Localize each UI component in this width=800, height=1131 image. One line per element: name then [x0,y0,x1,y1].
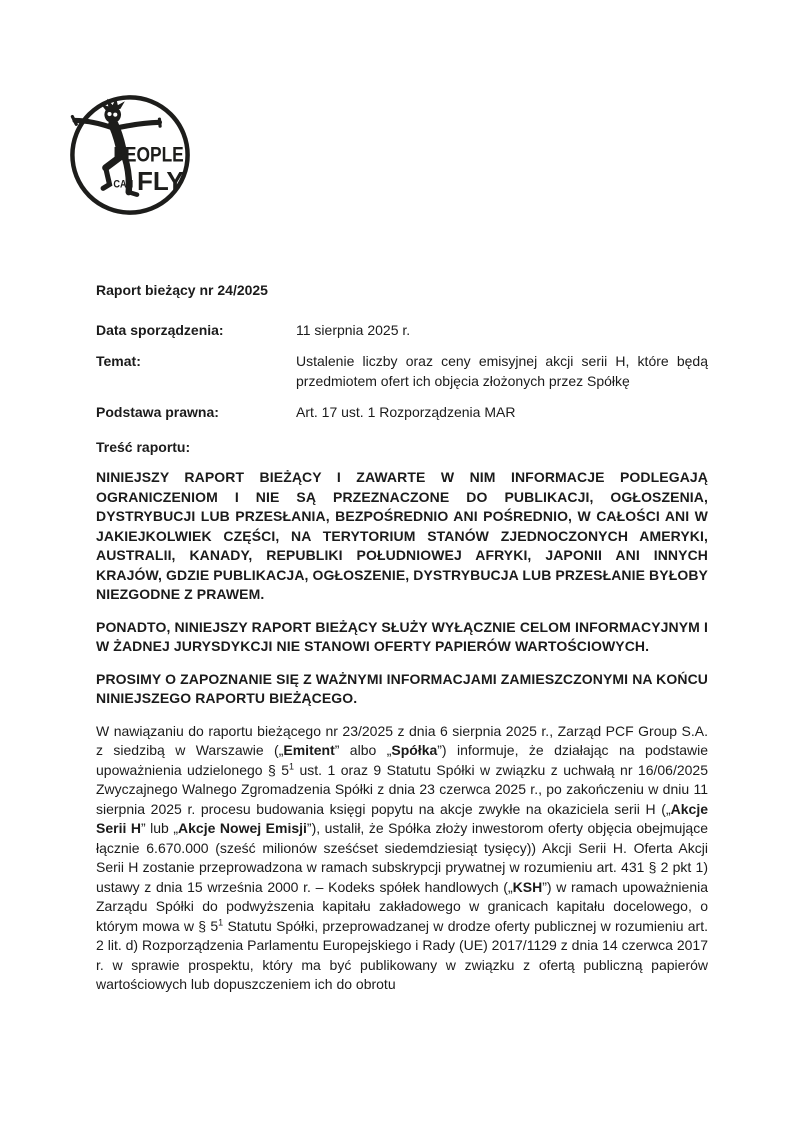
field-row-date [96,321,708,341]
field-value-date: 11 sierpnia 2025 r. [296,321,411,338]
field-label-date: Data sporządzenia: [96,321,224,338]
disclaimer-paragraph-see-notes: PROSIMY O ZAPOZNANIE SIĘ Z WAŻNYMI INFORMACJAMI ZAMIESZCZONYMI NA KOŃCU NINIEJSZEGO RAPORTU BIEŻĄCEGO. [96,670,708,706]
report-title: Raport bieżący nr 24/2025 [96,282,268,298]
disclaimer-paragraph-restrictions: NINIEJSZY RAPORT BIEŻĄCY I ZAWARTE W NIM INFORMACJE PODLEGAJĄ OGRANICZENIOM I NIE SĄ PRZEZNACZONE DO PUBLIKACJI, OGŁOSZENIA, DYSTRYBUCJI LUB PRZESŁANIA, BEZPOŚREDNIO ANI POŚREDNIO, W CAŁOŚCI ANI W JAKIEJKOLWIEK CZĘŚCI, NA TERYTORIUM STANÓW ZJEDNOCZONYCH AMERYKI, AUSTRALII, KANADY, REPUBLIKI POŁUDNIOWEJ AFRYKI, JAPONII ANI INNYCH KRAJÓW, GDZIE PUBLIKACJA, OGŁOSZENIE, DYSTRYBUCJA LUB PRZESŁANIE BYŁOBY NIEZGODNE Z PRAWEM. [96,469,708,602]
field-value-legal-basis: Art. 17 ust. 1 Rozporządzenia MAR [296,404,516,420]
field-value-subject: Ustalenie liczby oraz ceny emisyjnej akcji serii H, które będą przedmiotem ofert ich objęcia złożonych przez Spółkę [296,353,708,389]
field-label-legal-basis: Podstawa prawna: [96,404,219,420]
logo-text-people: PEOPLE [113,143,184,167]
field-row-subject [96,352,708,391]
logo-text-can: CAN [113,178,134,191]
report-content [96,281,708,995]
report-body-paragraph: W nawiązaniu do raportu bieżącego nr 23/2025 z dnia 6 sierpnia 2025 r., Zarząd PCF Group S.A. z siedzibą w Warszawie („Emitent” albo „Spółka”) informuje, że działając na podstawie upoważnienia udzielonego § $5^1$ ust. 1 oraz 9 Statutu Spółki w związku z uchwałą nr 16/06/2025 Zwyczajnego Walnego Zgromadzenia Spółki z dnia 23 czerwca 2025 r., po zakończeniu w dniu 11 sierpnia 2025 r. procesu budowania księgi popytu na akcje zwykłe na okaziciela serii H („Akcje Serii H” lub „Akcje Nowej Emisji”), ustalił, że Spółka złoży inwestorom oferty objęcia obejmujące łącznie 6.670.000 (sześć milionów sześćset siedemdziesiąt tysięcy)) Akcji Serii H. Oferta Akcji Serii H zostanie przeprowadzona w ramach subskrypcji prywatnej w rozumieniu art. 431 § 2 pkt 1) ustawy z dnia 15 września 2000 r. – Kodeks spółek handlowych („KSH”) w ramach upoważnienia Zarządu Spółki do podwyższenia kapitału zakładowego w granicach kapitału docelowego, o którym mowa w § $5^1$ Statutu Spółki, przeprowadzanej w drodze oferty publicznej w rozumieniu art. 2 lit. d) Rozporządzenia Parlamentu Europejskiego i Rady (UE) 2017/1129 z dnia 14 czerwca 2017 r. w sprawie prospektu, który ma być publikowany w związku z ofertą publiczną papierów wartościowych lub dopuszczeniem ich do obrotu [96,722,709,992]
disclaimer-paragraph-informational: PONADTO, NINIEJSZY RAPORT BIEŻĄCY SŁUŻY WYŁĄCZNIE CELOM INFORMACYJNYM I W ŻADNEJ JURYSDYKCJI NIE STANOWI OFERTY PAPIERÓW WARTOŚCIOWYCH. [96,618,708,654]
field-label-subject: Temat: [96,353,141,369]
logo-text-fly: FLY [137,166,185,197]
report-content-label: Treść raportu: [96,438,191,455]
people-can-fly-logo-graphic [66,90,194,220]
people-can-fly-logo [66,90,194,220]
field-row-legal-basis [96,403,708,423]
